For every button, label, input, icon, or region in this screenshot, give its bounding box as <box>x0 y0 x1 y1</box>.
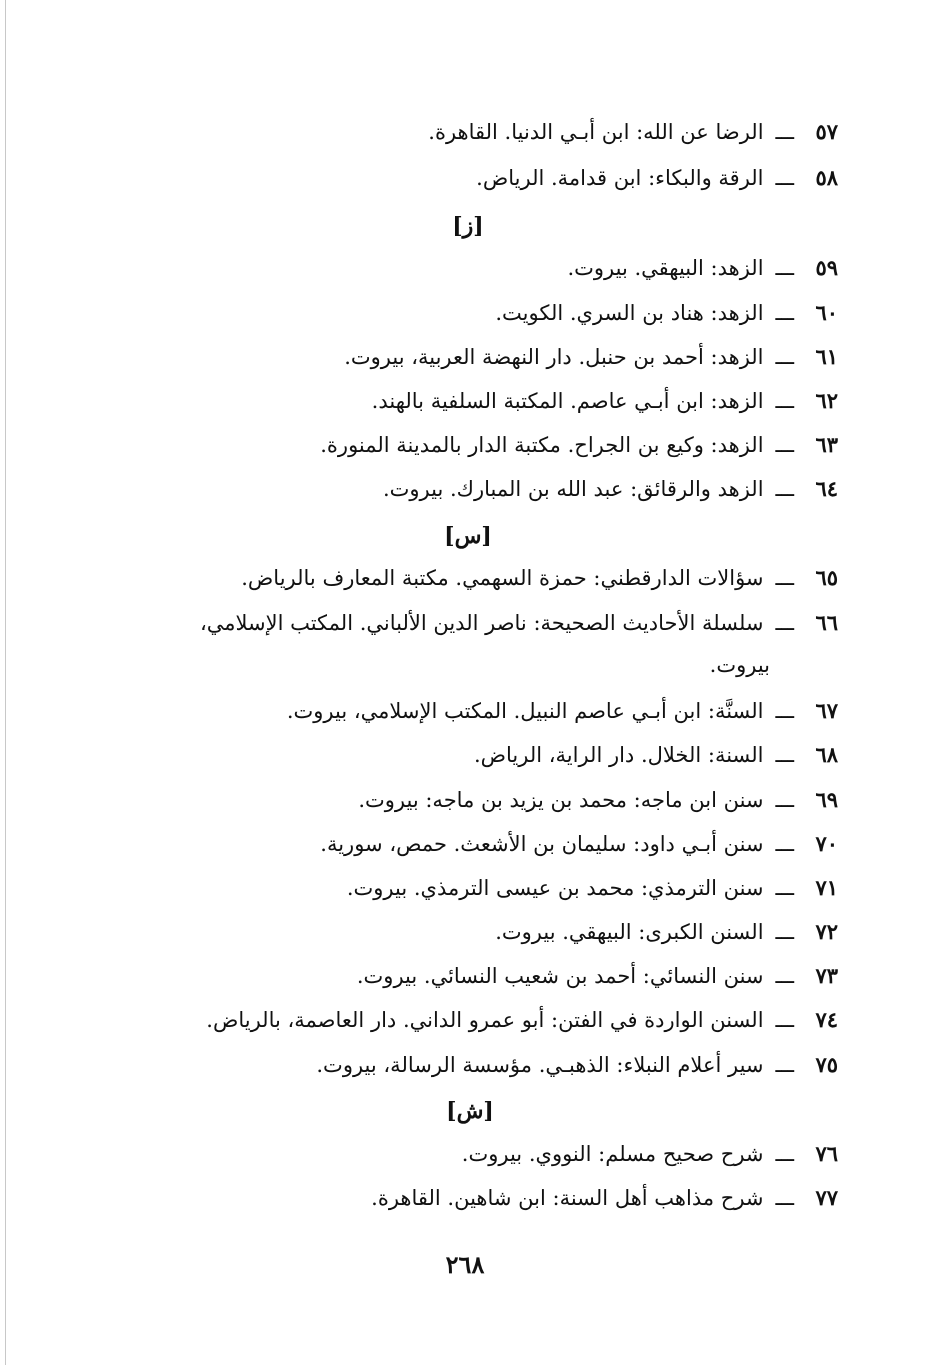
entry-text: الزهد: هناد بن السري. الكويت. <box>495 301 764 325</box>
entry-number: ٦٤ <box>815 476 838 501</box>
entry-number: ٦٢ <box>815 388 838 413</box>
entry-number: ٥٨ <box>815 165 838 190</box>
entry-dash: ـــ <box>775 832 794 856</box>
bibliography-entry <box>474 740 838 770</box>
entry-text: الرضا عن الله: ابن أبـي الدنيا. القاهرة. <box>428 120 764 144</box>
entry-text: الزهد: أحمد بن حنبل. دار النهضة العربية، بيروت. <box>344 345 764 369</box>
entry-text: الزهد: البيهقي. بيروت. <box>567 256 764 280</box>
entry-number: ٦٠ <box>815 300 838 325</box>
bibliography-entry <box>316 1050 838 1080</box>
entry-dash: ـــ <box>775 166 794 190</box>
entry-dash: ـــ <box>775 611 794 635</box>
bibliography-entry <box>206 1005 838 1035</box>
bibliography-entry <box>357 961 838 991</box>
bibliography-entry <box>200 608 838 638</box>
scan-edge-line <box>5 0 6 1365</box>
entry-text: سنن أبـي داود: سليمان بن الأشعث. حمص، سورية. <box>320 832 764 856</box>
bibliography-entry <box>495 917 838 947</box>
entry-number: ٧٢ <box>815 919 838 944</box>
entry-dash: ـــ <box>775 1008 794 1032</box>
entry-continuation: بيروت. <box>709 653 770 677</box>
entry-dash: ـــ <box>775 699 794 723</box>
bibliography-entry <box>287 696 838 726</box>
entry-dash: ـــ <box>775 964 794 988</box>
entry-number: ٧١ <box>815 875 838 900</box>
entry-dash: ـــ <box>775 1142 794 1166</box>
entry-text: الزهد: ابن أبـي عاصم. المكتبة السلفية بالهند. <box>371 389 764 413</box>
entry-number: ٧٣ <box>815 963 838 988</box>
bibliography-entry <box>344 342 838 372</box>
entry-text: سلسلة الأحاديث الصحيحة: ناصر الدين الألباني. المكتب الإسلامي، <box>199 611 764 635</box>
entry-text: سنن الترمذي: محمد بن عيسى الترمذي. بيروت. <box>346 876 764 900</box>
entry-number: ٧٧ <box>815 1185 838 1210</box>
entry-dash: ـــ <box>775 389 794 413</box>
entry-text: السنة: الخلال. دار الراية، الرياض. <box>473 743 764 767</box>
entry-number: ٦٣ <box>815 432 838 457</box>
entry-number: ٧٥ <box>815 1052 838 1077</box>
entry-number: ٦١ <box>815 344 838 369</box>
entry-text: السنن الواردة في الفتن: أبو عمرو الداني. دار العاصمة، بالرياض. <box>206 1008 764 1032</box>
bibliography-entry <box>383 474 838 504</box>
page-number: ٢٦٨ <box>445 1250 485 1279</box>
entry-text: شرح مذاهب أهل السنة: ابن شاهين. القاهرة. <box>371 1186 764 1210</box>
entry-dash: ـــ <box>775 876 794 900</box>
entry-number: ٦٨ <box>815 742 838 767</box>
entry-number: ٦٥ <box>815 565 838 590</box>
entry-number: ٦٩ <box>815 787 838 812</box>
entry-number: ٥٩ <box>815 255 838 280</box>
entry-number: ٧٦ <box>815 1141 838 1166</box>
bibliography-entry <box>476 163 838 193</box>
entry-text: سؤالات الدارقطني: حمزة السهمي. مكتبة المعارف بالرياض. <box>241 566 764 590</box>
entry-text: السنن الكبرى: البيهقي. بيروت. <box>495 920 764 944</box>
entry-text: الزهد: وكيع بن الجراح. مكتبة الدار بالمدينة المنورة. <box>320 433 764 457</box>
entry-dash: ـــ <box>775 301 794 325</box>
entry-dash: ـــ <box>775 743 794 767</box>
entry-dash: ـــ <box>775 345 794 369</box>
entry-dash: ـــ <box>775 477 794 501</box>
entry-dash: ـــ <box>775 1186 794 1210</box>
section-heading-zay: [ز] <box>452 213 484 239</box>
entry-text: سير أعلام النبلاء: الذهبـي. مؤسسة الرسالة، بيروت. <box>316 1053 764 1077</box>
bibliography-entry <box>428 117 838 147</box>
bibliography-entry <box>372 386 838 416</box>
entry-number: ٦٧ <box>815 698 838 723</box>
entry-text: شرح صحيح مسلم: النووي. بيروت. <box>461 1142 764 1166</box>
entry-dash: ـــ <box>775 256 794 280</box>
bibliography-entry <box>320 829 838 859</box>
bibliography-entry <box>241 563 838 593</box>
bibliography-entry <box>495 298 838 328</box>
entry-number: ٥٧ <box>815 119 838 144</box>
entry-text: سنن ابن ماجه: محمد بن يزيد بن ماجه: بيروت. <box>358 788 764 812</box>
section-heading-seen: [س] <box>444 523 492 549</box>
entry-dash: ـــ <box>775 788 794 812</box>
entry-number: ٦٦ <box>815 610 838 635</box>
entry-text: سنن النسائي: أحمد بن شعيب النسائي. بيروت. <box>356 964 764 988</box>
entry-dash: ـــ <box>775 1053 794 1077</box>
bibliography-entry <box>567 253 838 283</box>
bibliography-entry <box>347 873 838 903</box>
bibliography-entry <box>320 430 838 460</box>
entry-text: الزهد والرقائق: عبد الله بن المبارك. بيروت. <box>382 477 764 501</box>
entry-dash: ـــ <box>775 920 794 944</box>
bibliography-entry <box>358 785 838 815</box>
entry-dash: ـــ <box>775 566 794 590</box>
entry-dash: ـــ <box>775 433 794 457</box>
bibliography-entry <box>371 1183 838 1213</box>
entry-text: السنَّة: ابن أبـي عاصم النبيل. المكتب الإسلامي، بيروت. <box>286 699 764 723</box>
bibliography-entry <box>462 1139 838 1169</box>
section-heading-sheen: [ش] <box>446 1098 494 1124</box>
entry-dash: ـــ <box>775 120 794 144</box>
entry-number: ٧٤ <box>815 1007 838 1032</box>
entry-text: الرقة والبكاء: ابن قدامة. الرياض. <box>476 166 764 190</box>
entry-number: ٧٠ <box>815 831 838 856</box>
